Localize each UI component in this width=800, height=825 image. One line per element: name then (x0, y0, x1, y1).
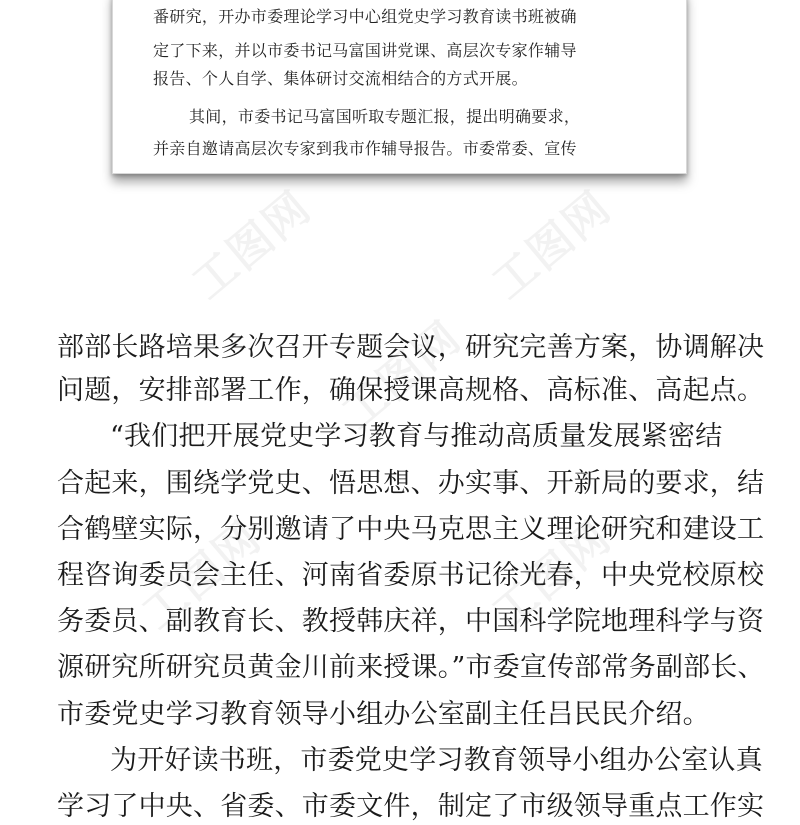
card-text-line: 并亲自邀请高层次专家到我市作辅导报告。市委常委、宣传 (153, 139, 577, 158)
paper-card (112, 0, 687, 174)
body-text-line: 部部长路培果多次召开专题会议，研究完善方案，协调解决 (57, 332, 765, 363)
body-text-line: 务委员、副教育长、教授韩庆祥，中国科学院地理科学与资 (57, 606, 765, 637)
card-text-line: 其间，市委书记马富国听取专题汇报，提出明确要求， (189, 107, 581, 126)
body-text-line: 市委党史学习教育领导小组办公室副主任吕民民介绍。 (57, 699, 710, 730)
watermark: 工图网 (332, 311, 472, 440)
card-text-line: 报告、个人自学、集体研讨交流相结合的方式开展。 (153, 69, 528, 88)
watermark: 工图网 (482, 181, 622, 310)
watermark: 工图网 (482, 511, 622, 640)
body-text-line: “我们把开展党史学习教育与推动高质量发展紧密结 (110, 421, 723, 452)
body-text-line: 程咨询委员会主任、河南省委原书记徐光春，中央党校原校 (57, 560, 765, 591)
card-text-line: 定了下来，并以市委书记马富国讲党课、高层次专家作辅导 (153, 41, 577, 60)
watermark: 工图网 (132, 511, 272, 640)
body-text-line: 合鹤壁实际，分别邀请了中央马克思主义理论研究和建设工 (57, 514, 765, 545)
body-text-line: 问题，安排部署工作，确保授课高规格、高标准、高起点。 (57, 375, 765, 406)
card-text-line: 番研究，开办市委理论学习中心组党史学习教育读书班被确 (153, 7, 577, 26)
body-text-line: 为开好读书班，市委党史学习教育领导小组办公室认真 (110, 745, 763, 776)
watermark: 工图网 (182, 181, 322, 310)
body-text-line: 学习了中央、省委、市委文件，制定了市级领导重点工作实 (57, 791, 765, 822)
body-text-line: 合起来，围绕学党史、悟思想、办实事、开新局的要求，结 (57, 468, 765, 499)
body-text-line: 源研究所研究员黄金川前来授课。”市委宣传部常务副部长、 (57, 652, 765, 683)
